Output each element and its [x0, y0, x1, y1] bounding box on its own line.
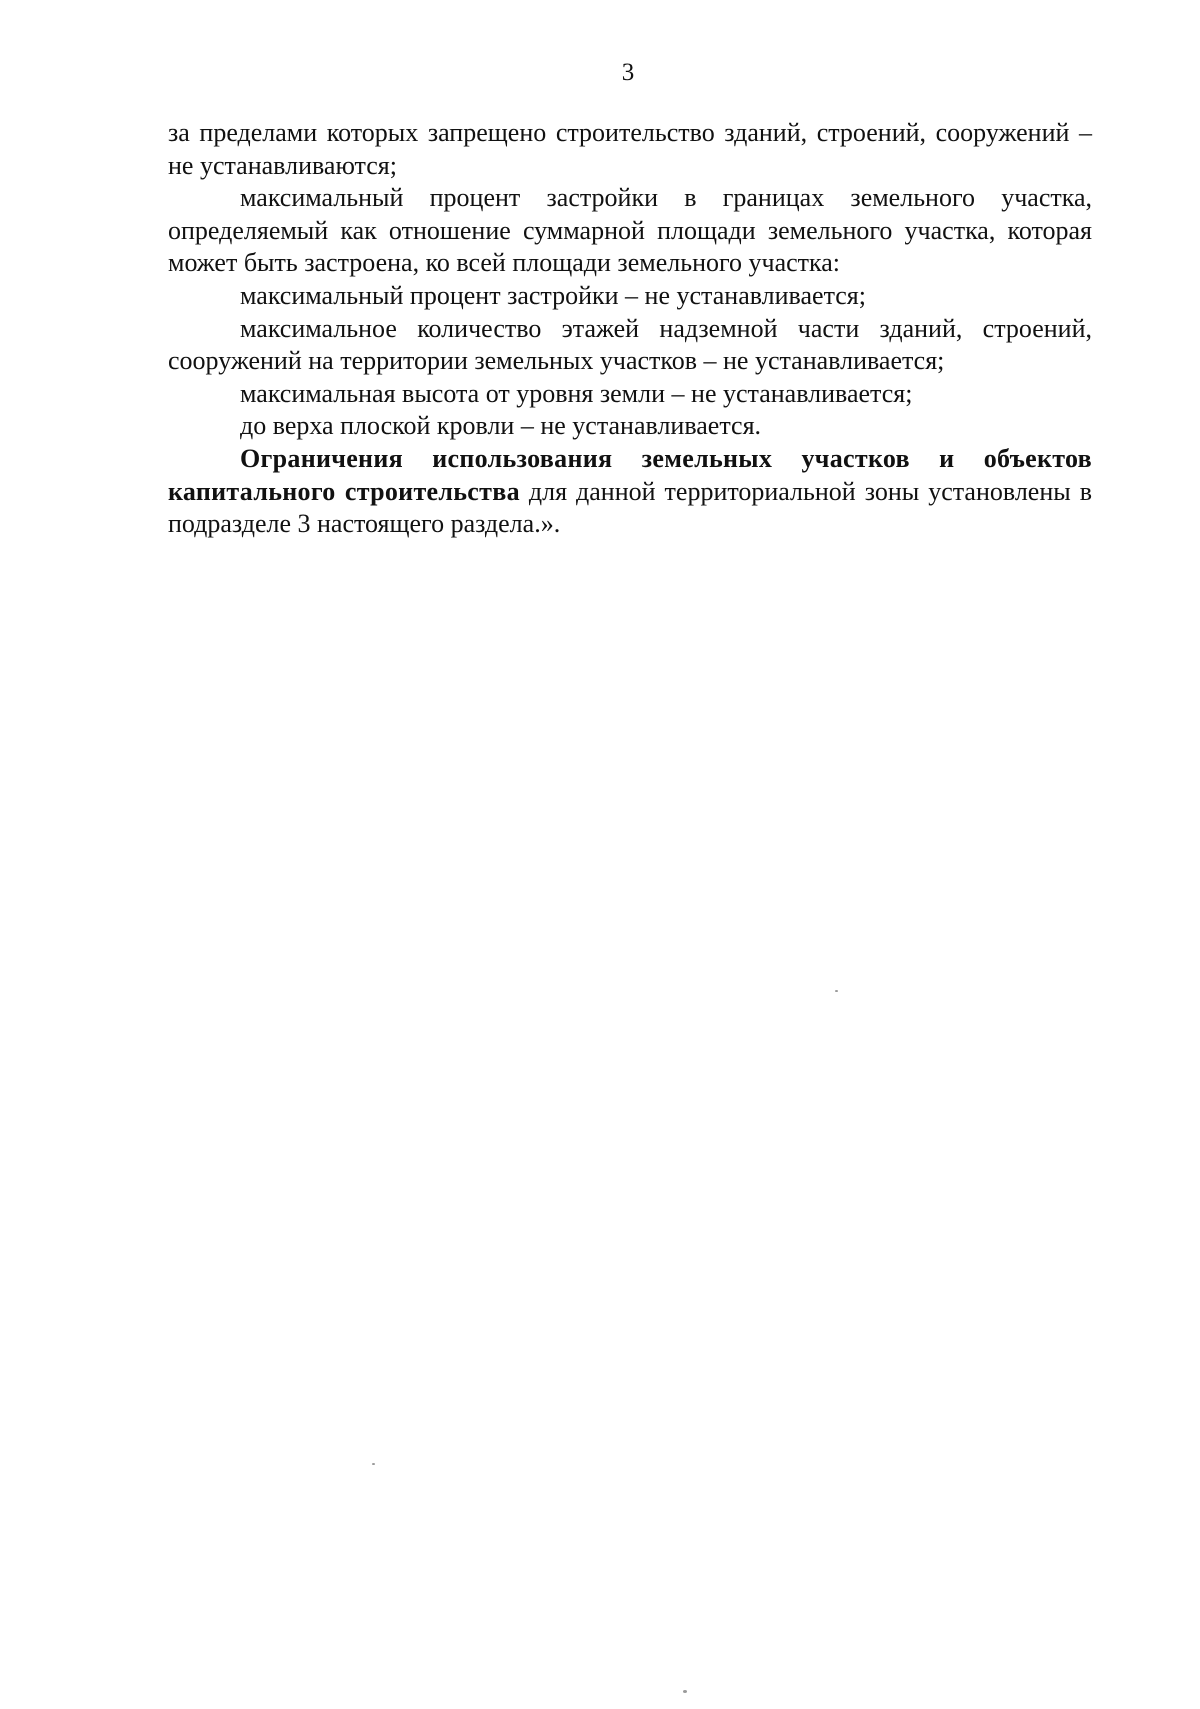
scan-speck [372, 1463, 375, 1465]
paragraph-max-floors: максимальное количество этажей надземной части зданий, строений, сооружений на территории земельных участков – не устанавливается; [168, 313, 1092, 376]
paragraph-restrictions [168, 443, 1092, 541]
restrictions-heading: Ограничения использования земельных участков и объектов капитального строительства [168, 443, 1092, 506]
paragraph-max-building-percent-definition: максимальный процент застройки в границах земельного участка, определяемый как отношение суммарной площади земельного участка, которая может быть застроена, ко всей площади земельного участка: [168, 183, 1092, 278]
scan-speck [835, 990, 838, 992]
paragraph-max-height: максимальная высота от уровня земли – не устанавливается; [240, 378, 913, 408]
scan-speck [683, 1690, 687, 1693]
page-number: 3 [621, 59, 635, 86]
paragraph-max-building-percent: максимальный процент застройки – не устанавливается; [240, 280, 866, 310]
paragraph-setback-continuation: за пределами которых запрещено строительство зданий, строений, сооружений – не устанавливаются; [168, 118, 1092, 180]
paragraph-flat-roof: до верха плоской кровли – не устанавливается. [240, 411, 762, 441]
restrictions-text: для данной территориальной зоны установлены в подразделе 3 настоящего раздела.». [168, 476, 1092, 539]
document-body [168, 117, 1092, 541]
